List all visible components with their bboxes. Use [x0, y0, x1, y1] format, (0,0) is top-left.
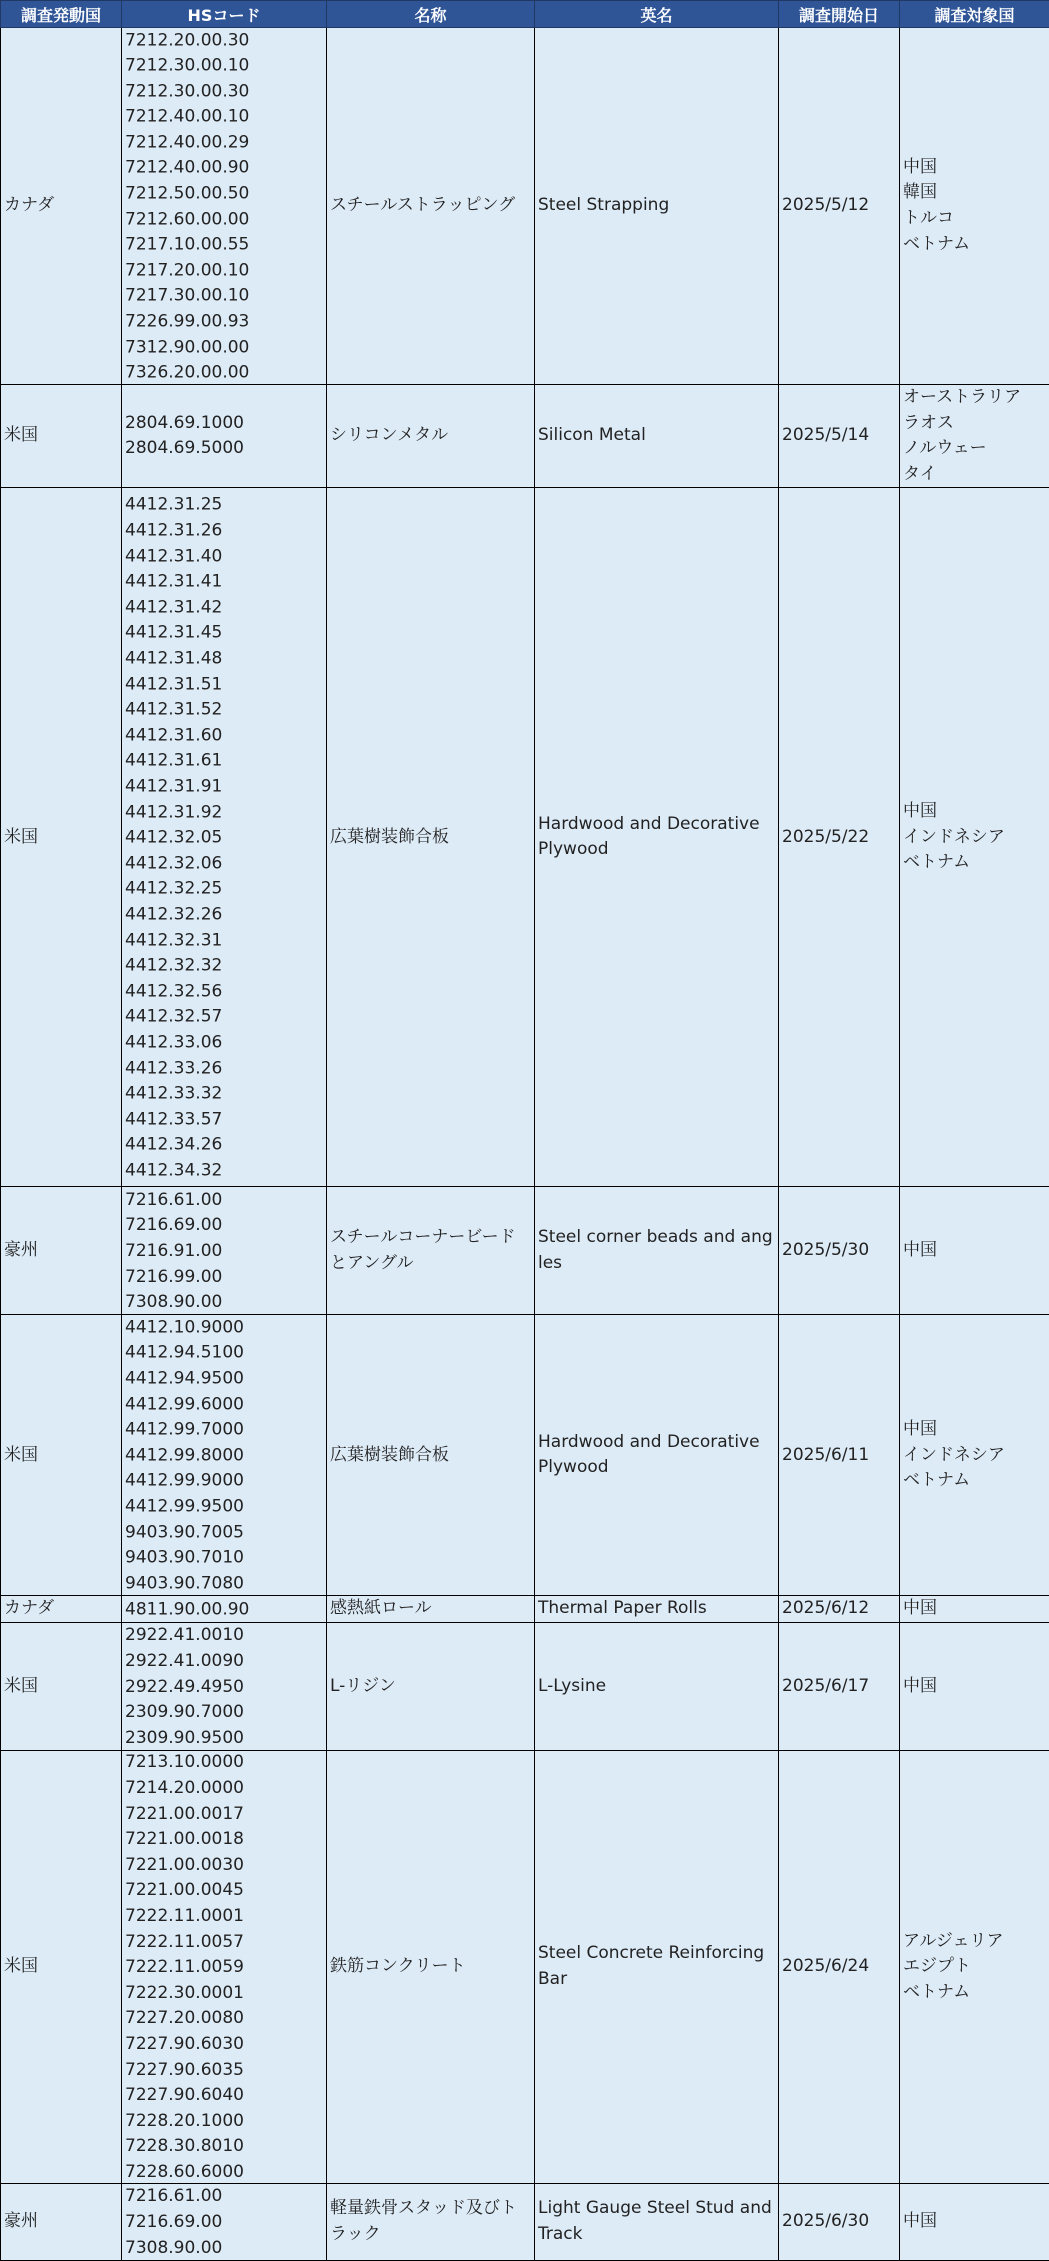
- hs-code: 4412.32.26: [125, 902, 323, 928]
- target-country: ベトナム: [903, 232, 1046, 258]
- target-country: エジプト: [903, 1954, 1046, 1980]
- issuing-country: 豪州: [1, 2183, 122, 2260]
- hs-code: 7222.11.0059: [125, 1955, 323, 1981]
- product-name-jp: L-リジン: [327, 1622, 535, 1750]
- hs-code: 7228.20.1000: [125, 2109, 323, 2135]
- target-countries-cell: [900, 28, 1049, 385]
- hs-code: 7222.11.0001: [125, 1904, 323, 1930]
- target-countries-cell: [900, 1750, 1049, 2183]
- product-name-jp: 鉄筋コンクリート: [327, 1750, 535, 2183]
- hs-code: 2309.90.9500: [125, 1726, 323, 1750]
- product-name-en: L-Lysine: [535, 1622, 779, 1750]
- target-countries-cell: [900, 488, 1049, 1187]
- target-country: ベトナム: [903, 1468, 1046, 1494]
- issuing-country: 豪州: [1, 1187, 122, 1315]
- hs-code: 7312.90.00.00: [125, 335, 323, 361]
- hs-codes-cell: [122, 1187, 327, 1315]
- hs-code: 9403.90.7010: [125, 1546, 323, 1572]
- start-date: 2025/6/17: [779, 1622, 900, 1750]
- product-name-en: Steel Concrete Reinforcing Bar: [535, 1750, 779, 2183]
- hs-code: 4412.33.26: [125, 1056, 323, 1082]
- hs-code: 7221.00.0030: [125, 1853, 323, 1879]
- hs-code: 2922.49.4950: [125, 1675, 323, 1701]
- product-name-en: Hardwood and Decorative Plywood: [535, 488, 779, 1187]
- target-countries-cell: [900, 385, 1049, 488]
- hs-code: 4412.31.42: [125, 595, 323, 621]
- hs-code: 7216.61.00: [125, 1188, 323, 1214]
- target-countries-cell: [900, 1315, 1049, 1596]
- target-country: トルコ: [903, 206, 1046, 232]
- product-name-en: Light Gauge Steel Stud and Track: [535, 2183, 779, 2260]
- hs-code: 4412.32.25: [125, 877, 323, 903]
- hs-code: 4412.31.91: [125, 774, 323, 800]
- header-english-name: 英名: [535, 1, 779, 28]
- target-country: インドネシア: [903, 1443, 1046, 1469]
- target-country: ラオス: [903, 411, 1046, 437]
- hs-code: 4412.31.92: [125, 800, 323, 826]
- hs-code: 4412.34.32: [125, 1158, 323, 1184]
- hs-code: 4412.33.57: [125, 1107, 323, 1133]
- hs-code: 4412.99.9500: [125, 1495, 323, 1521]
- hs-code: 4412.32.32: [125, 953, 323, 979]
- hs-codes-cell: [122, 28, 327, 385]
- hs-codes-cell: [122, 488, 327, 1187]
- issuing-country: 米国: [1, 488, 122, 1187]
- start-date: 2025/5/30: [779, 1187, 900, 1315]
- hs-code: 9403.90.7005: [125, 1520, 323, 1546]
- start-date: 2025/6/11: [779, 1315, 900, 1596]
- start-date: 2025/6/30: [779, 2183, 900, 2260]
- target-country: 中国: [903, 155, 1046, 181]
- hs-code: 7221.00.0017: [125, 1802, 323, 1828]
- hs-code: 7212.30.00.30: [125, 79, 323, 105]
- target-countries-cell: [900, 1596, 1049, 1623]
- table-row: [1, 488, 1049, 1187]
- hs-code-list: [125, 1623, 323, 1749]
- target-country: ノルウェー: [903, 436, 1046, 462]
- hs-code-list: [125, 1751, 323, 2182]
- hs-code: 4412.31.41: [125, 570, 323, 596]
- hs-code: 7228.60.6000: [125, 2160, 323, 2183]
- hs-code: 7216.69.00: [125, 1213, 323, 1239]
- header-name: 名称: [327, 1, 535, 28]
- hs-code: 2309.90.7000: [125, 1700, 323, 1726]
- hs-code: 7212.20.00.30: [125, 29, 323, 54]
- hs-code: 7214.20.0000: [125, 1776, 323, 1802]
- hs-code: 4811.90.00.90: [125, 1598, 323, 1621]
- hs-code: 7227.20.0080: [125, 2006, 323, 2032]
- hs-code: 4412.99.9000: [125, 1469, 323, 1495]
- hs-code: 7212.40.00.90: [125, 156, 323, 182]
- hs-code: 7308.90.00: [125, 2236, 323, 2260]
- hs-codes-cell: [122, 1315, 327, 1596]
- header-country: 調査発動国: [1, 1, 122, 28]
- hs-code: 7221.00.0045: [125, 1878, 323, 1904]
- hs-code: 7222.30.0001: [125, 1981, 323, 2007]
- product-name-jp: スチールコーナービードとアングル: [327, 1187, 535, 1315]
- hs-code: 7228.30.8010: [125, 2134, 323, 2160]
- hs-code-list: [125, 2184, 323, 2259]
- product-name-en: Silicon Metal: [535, 385, 779, 488]
- hs-code: 7217.30.00.10: [125, 284, 323, 310]
- hs-code: 4412.33.06: [125, 1030, 323, 1056]
- hs-code: 4412.31.25: [125, 493, 323, 519]
- hs-code: [125, 1184, 323, 1186]
- hs-code: 9403.90.7080: [125, 1572, 323, 1595]
- target-country: 韓国: [903, 180, 1046, 206]
- start-date: 2025/6/24: [779, 1750, 900, 2183]
- hs-code: 7222.11.0057: [125, 1930, 323, 1956]
- product-name-jp: 軽量鉄骨スタッド及びトラック: [327, 2183, 535, 2260]
- start-date: 2025/5/12: [779, 28, 900, 385]
- issuing-country: カナダ: [1, 1596, 122, 1623]
- table-row: [1, 28, 1049, 385]
- hs-code: 7326.20.00.00: [125, 361, 323, 384]
- issuing-country: カナダ: [1, 28, 122, 385]
- target-countries-cell: [900, 1622, 1049, 1750]
- hs-code: 4412.31.60: [125, 723, 323, 749]
- hs-code: 4412.10.9000: [125, 1316, 323, 1341]
- target-country: アルジェリア: [903, 1929, 1046, 1955]
- start-date: 2025/5/14: [779, 385, 900, 488]
- hs-code: 7217.20.00.10: [125, 258, 323, 284]
- header-hs-code: HSコード: [122, 1, 327, 28]
- table-row: [1, 1596, 1049, 1623]
- header-row: [1, 1, 1049, 28]
- target-country: ベトナム: [903, 850, 1046, 876]
- hs-code: 2922.41.0090: [125, 1649, 323, 1675]
- target-country: インドネシア: [903, 825, 1046, 851]
- hs-code-list: [125, 1188, 323, 1314]
- product-name-en: Steel corner beads and angles: [535, 1187, 779, 1315]
- hs-code: 7308.90.00: [125, 1290, 323, 1314]
- header-start-date: 調査開始日: [779, 1, 900, 28]
- hs-code: 4412.31.48: [125, 646, 323, 672]
- hs-code: 7221.00.0018: [125, 1827, 323, 1853]
- hs-code: 7227.90.6030: [125, 2032, 323, 2058]
- header-target-countries: 調査対象国: [900, 1, 1049, 28]
- target-country: タイ: [903, 462, 1046, 488]
- start-date: 2025/5/22: [779, 488, 900, 1187]
- hs-code: 4412.94.9500: [125, 1367, 323, 1393]
- hs-code: 4412.31.52: [125, 698, 323, 724]
- hs-code: 4412.32.57: [125, 1005, 323, 1031]
- hs-code: 4412.94.5100: [125, 1341, 323, 1367]
- target-country: 中国: [903, 1417, 1046, 1443]
- hs-code: 7217.10.00.55: [125, 233, 323, 259]
- hs-code: 4412.99.7000: [125, 1418, 323, 1444]
- issuing-country: 米国: [1, 1622, 122, 1750]
- hs-code: 7227.90.6040: [125, 2083, 323, 2109]
- target-country: 中国: [903, 1674, 1046, 1700]
- hs-code: 7213.10.0000: [125, 1751, 323, 1775]
- hs-code: 4412.32.31: [125, 928, 323, 954]
- table-row: [1, 385, 1049, 488]
- hs-code: 7212.40.00.29: [125, 130, 323, 156]
- table-body: [1, 28, 1049, 2261]
- target-country: 中国: [903, 2209, 1046, 2235]
- product-name-jp: 感熱紙ロール: [327, 1596, 535, 1623]
- target-country: 中国: [903, 1596, 1046, 1622]
- table-row: [1, 1750, 1049, 2183]
- hs-codes-cell: [122, 385, 327, 488]
- product-name-jp: 広葉樹装飾合板: [327, 488, 535, 1187]
- product-name-jp: 広葉樹装飾合板: [327, 1315, 535, 1596]
- hs-code: 2922.41.0010: [125, 1623, 323, 1649]
- product-name-en: Steel Strapping: [535, 28, 779, 385]
- hs-code: 7216.91.00: [125, 1239, 323, 1265]
- hs-code: 2804.69.1000: [125, 411, 323, 437]
- hs-codes-cell: [122, 1596, 327, 1623]
- hs-code-list: [125, 411, 323, 462]
- table-row: [1, 2183, 1049, 2260]
- hs-code: 7227.90.6035: [125, 2057, 323, 2083]
- hs-code-list: [125, 29, 323, 384]
- issuing-country: 米国: [1, 1750, 122, 2183]
- table-row: [1, 1315, 1049, 1596]
- hs-code: 7216.99.00: [125, 1265, 323, 1291]
- hs-code: 4412.99.8000: [125, 1444, 323, 1470]
- hs-codes-cell: [122, 1750, 327, 2183]
- target-country: オーストラリア: [903, 385, 1046, 411]
- hs-code: 4412.31.45: [125, 621, 323, 647]
- hs-code: 7226.99.00.93: [125, 309, 323, 335]
- hs-code-list: [125, 489, 323, 1186]
- issuing-country: 米国: [1, 1315, 122, 1596]
- target-country: 中国: [903, 1238, 1046, 1264]
- table-row: [1, 1187, 1049, 1315]
- hs-code: 4412.31.51: [125, 672, 323, 698]
- hs-code: 4412.34.26: [125, 1133, 323, 1159]
- target-countries-cell: [900, 1187, 1049, 1315]
- target-countries-cell: [900, 2183, 1049, 2260]
- hs-code: 4412.32.05: [125, 825, 323, 851]
- hs-code: 7212.60.00.00: [125, 207, 323, 233]
- hs-code-list: [125, 1316, 323, 1595]
- hs-code-list: [125, 1598, 323, 1621]
- hs-code: 7216.61.00: [125, 2184, 323, 2210]
- hs-code: 7212.30.00.10: [125, 53, 323, 79]
- hs-code: 2804.69.5000: [125, 436, 323, 462]
- hs-codes-cell: [122, 2183, 327, 2260]
- hs-code: 7212.40.00.10: [125, 105, 323, 131]
- product-name-en: Thermal Paper Rolls: [535, 1596, 779, 1623]
- start-date: 2025/6/12: [779, 1596, 900, 1623]
- product-name-en: Hardwood and Decorative Plywood: [535, 1315, 779, 1596]
- product-name-jp: スチールストラッピング: [327, 28, 535, 385]
- target-country: 中国: [903, 799, 1046, 825]
- hs-code: 4412.31.61: [125, 749, 323, 775]
- hs-code: 4412.32.06: [125, 851, 323, 877]
- hs-code: 7212.50.00.50: [125, 181, 323, 207]
- hs-code: 4412.99.6000: [125, 1392, 323, 1418]
- issuing-country: 米国: [1, 385, 122, 488]
- hs-code: 4412.32.56: [125, 979, 323, 1005]
- table-row: [1, 1622, 1049, 1750]
- target-country: ベトナム: [903, 1980, 1046, 2006]
- hs-code: 4412.33.32: [125, 1081, 323, 1107]
- hs-code: 7216.69.00: [125, 2210, 323, 2236]
- product-name-jp: シリコンメタル: [327, 385, 535, 488]
- hs-codes-cell: [122, 1622, 327, 1750]
- hs-code: 4412.31.26: [125, 518, 323, 544]
- hs-code: 4412.31.40: [125, 544, 323, 570]
